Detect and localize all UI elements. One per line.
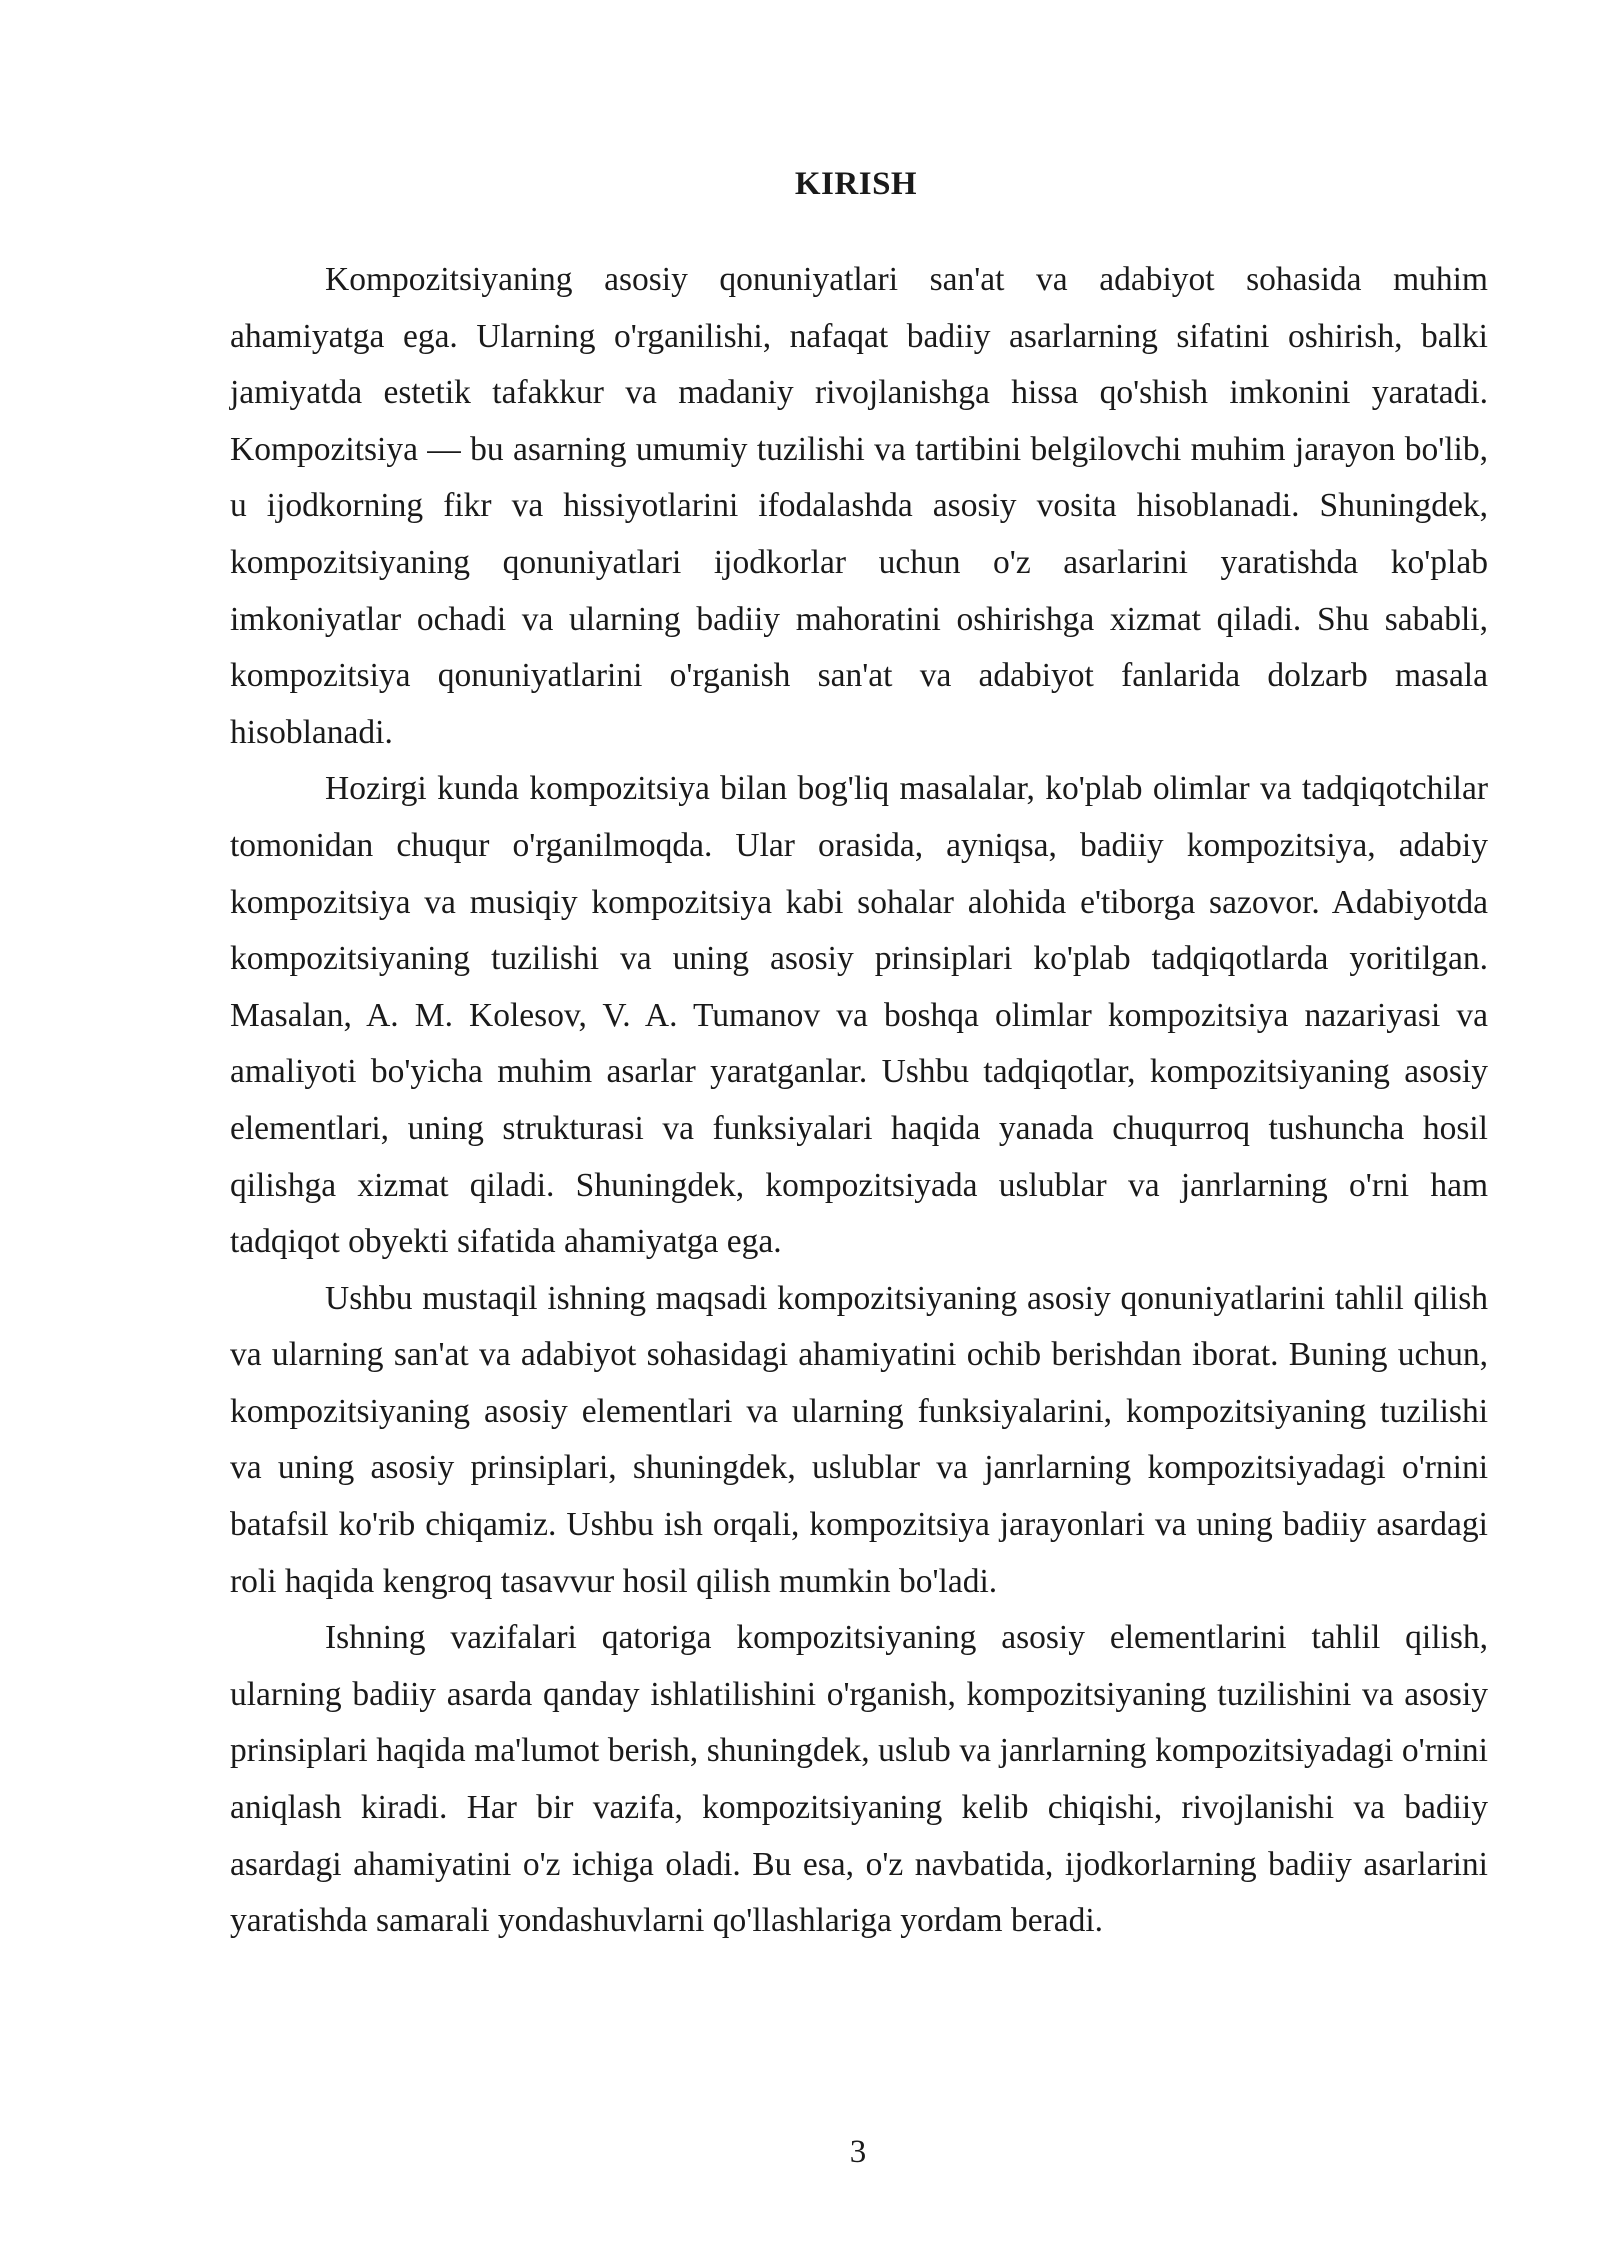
body-text (230, 252, 1488, 1950)
paragraph-4: Ishning vazifalari qatoriga kompozitsiyaning asosiy elementlarini tahlil qilish, ularning badiiy asarda qanday ishlatilishini o'rganish, kompozitsiyaning tuzilishini va asosiy prinsiplari haqida ma'lumot berish, shuningdek, uslub va janrlarning kompozitsiyadagi o'rnini aniqlash kiradi. Har bir vazifa, kompozitsiyaning kelib chiqishi, rivojlanishi va badiiy asardagi ahamiyatini o'z ichiga oladi. Bu esa, o'z navbatida, ijodkorlarning badiiy asarlarini yaratishda samarali yondashuvlarni qo'llashlariga yordam beradi. (230, 1619, 1488, 1940)
paragraph-3: Ushbu mustaqil ishning maqsadi kompozitsiyaning asosiy qonuniyatlarini tahlil qilish va ularning san'at va adabiyot sohasidagi ahamiyatini ochib berishdan iborat. Buning uchun, kompozitsiyaning asosiy elementlari va ularning funksiyalarini, kompozitsiyaning tuzilishi va uning asosiy prinsiplari, shuningdek, uslublar va janrlarning kompozitsiyadagi o'rnini batafsil ko'rib chiqamiz. Ushbu ish orqali, kompozitsiya jarayonlari va uning badiiy asardagi roli haqida kengroq tasavvur hosil qilish mumkin bo'ladi. (230, 1279, 1488, 1600)
page-number: 3 (849, 2134, 867, 2170)
paragraph-1: Kompozitsiyaning asosiy qonuniyatlari san'at va adabiyot sohasida muhim ahamiyatga ega. Ularning o'rganilishi, nafaqat badiiy asarlarning sifatini oshirish, balki jamiyatda estetik tafakkur va madaniy rivojlanishga hissa qo'shish imkonini yaratadi. Kompozitsiya — bu asarning umumiy tuzilishi va tartibini belgilovchi muhim jarayon bo'lib, u ijodkorning fikr va hissiyotlarini ifodalashda asosiy vosita hisoblanadi. Shuningdek, kompozitsiyaning qonuniyatlari ijodkorlar uchun o'z asarlarini yaratishda ko'plab imkoniyatlar ochadi va ularning badiiy mahoratini oshirishga xizmat qiladi. Shu sababli, kompozitsiya qonuniyatlarini o'rganish san'at va adabiyot fanlarida dolzarb masala hisoblanadi. (230, 261, 1488, 751)
page-title: KIRISH (794, 166, 918, 202)
paragraph-2: Hozirgi kunda kompozitsiya bilan bog'liq masalalar, ko'plab olimlar va tadqiqotchilar tomonidan chuqur o'rganilmoqda. Ular orasida, ayniqsa, badiiy kompozitsiya, adabiy kompozitsiya va musiqiy kompozitsiya kabi sohalar alohida e'tiborga sazovor. Adabiyotda kompozitsiyaning tuzilishi va uning asosiy prinsiplari ko'plab tadqiqotlarda yoritilgan. Masalan, A. M. Kolesov, V. A. Tumanov va boshqa olimlar kompozitsiya nazariyasi va amaliyoti bo'yicha muhim asarlar yaratganlar. Ushbu tadqiqotlar, kompozitsiyaning asosiy elementlari, uning strukturasi va funksiyalari haqida yanada chuqurroq tushuncha hosil qilishga xizmat qiladi. Shuningdek, kompozitsiyada uslublar va janrlarning o'rni ham tadqiqot obyekti sifatida ahamiyatga ega. (230, 770, 1488, 1261)
